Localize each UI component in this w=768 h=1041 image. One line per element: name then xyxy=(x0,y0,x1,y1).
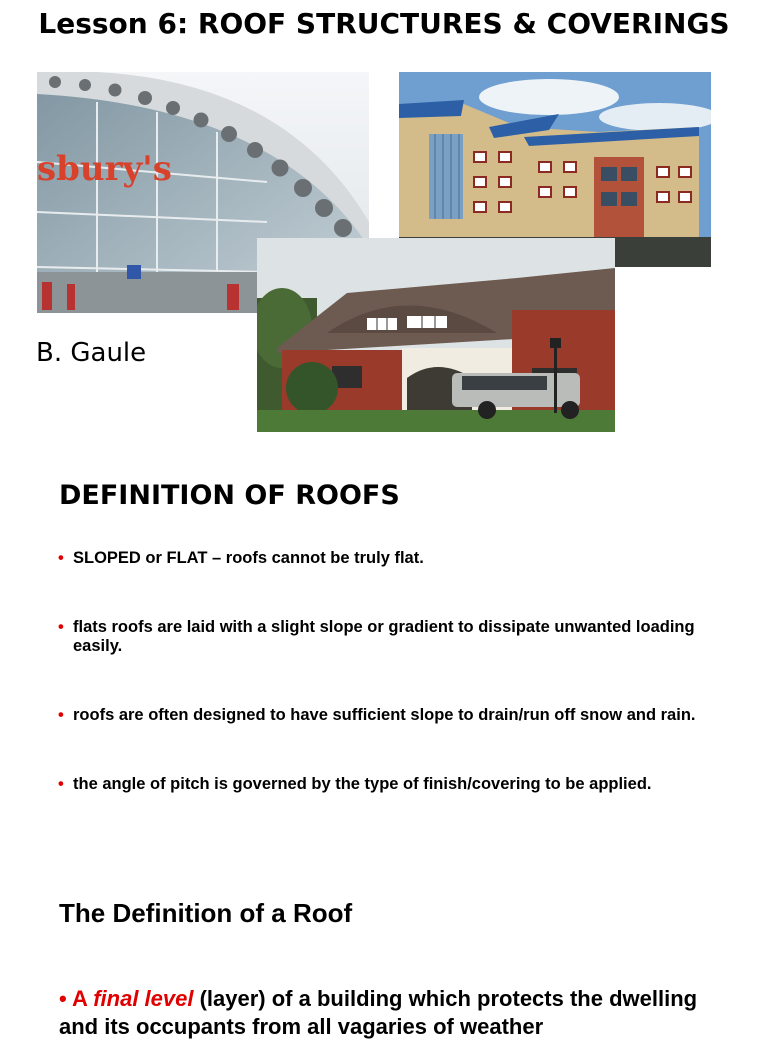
bullet-icon: • xyxy=(58,706,64,724)
definition-bullet-list xyxy=(58,549,738,794)
roof-definition-heading: The Definition of a Roof xyxy=(59,898,353,928)
list-item xyxy=(58,618,738,656)
bullet-icon: • xyxy=(58,618,64,636)
roof-definition-paragraph xyxy=(59,985,729,1041)
bullet-text: roofs are often designed to have sufficient slope to drain/run off snow and rain. xyxy=(73,706,696,724)
bullet-icon: • xyxy=(58,549,64,567)
bullet-text: flats roofs are laid with a slight slope or gradient to dissipate unwanted loading easily. xyxy=(73,618,695,655)
final-paragraph-text: (layer) of a building which protects the dwelling and its occupants from all vagaries of weather xyxy=(59,986,698,1039)
author-name: B. Gaule xyxy=(36,338,147,368)
list-item xyxy=(58,549,738,568)
list-item xyxy=(58,775,738,794)
page-title: Lesson 6: ROOF STRUCTURES & COVERINGS xyxy=(38,7,730,40)
bullet-text: the angle of pitch is governed by the type of finish/covering to be applied. xyxy=(73,775,652,793)
final-bullet-marker: • A xyxy=(59,986,88,1011)
list-item xyxy=(58,706,738,725)
bullet-icon: • xyxy=(58,775,64,793)
final-level-emphasis: final level xyxy=(93,986,194,1011)
house-photo xyxy=(257,238,615,432)
store-sign-text: sbury's xyxy=(37,149,172,189)
definition-heading: DEFINITION OF ROOFS xyxy=(59,480,400,511)
bullet-text: SLOPED or FLAT – roofs cannot be truly flat. xyxy=(73,549,424,567)
